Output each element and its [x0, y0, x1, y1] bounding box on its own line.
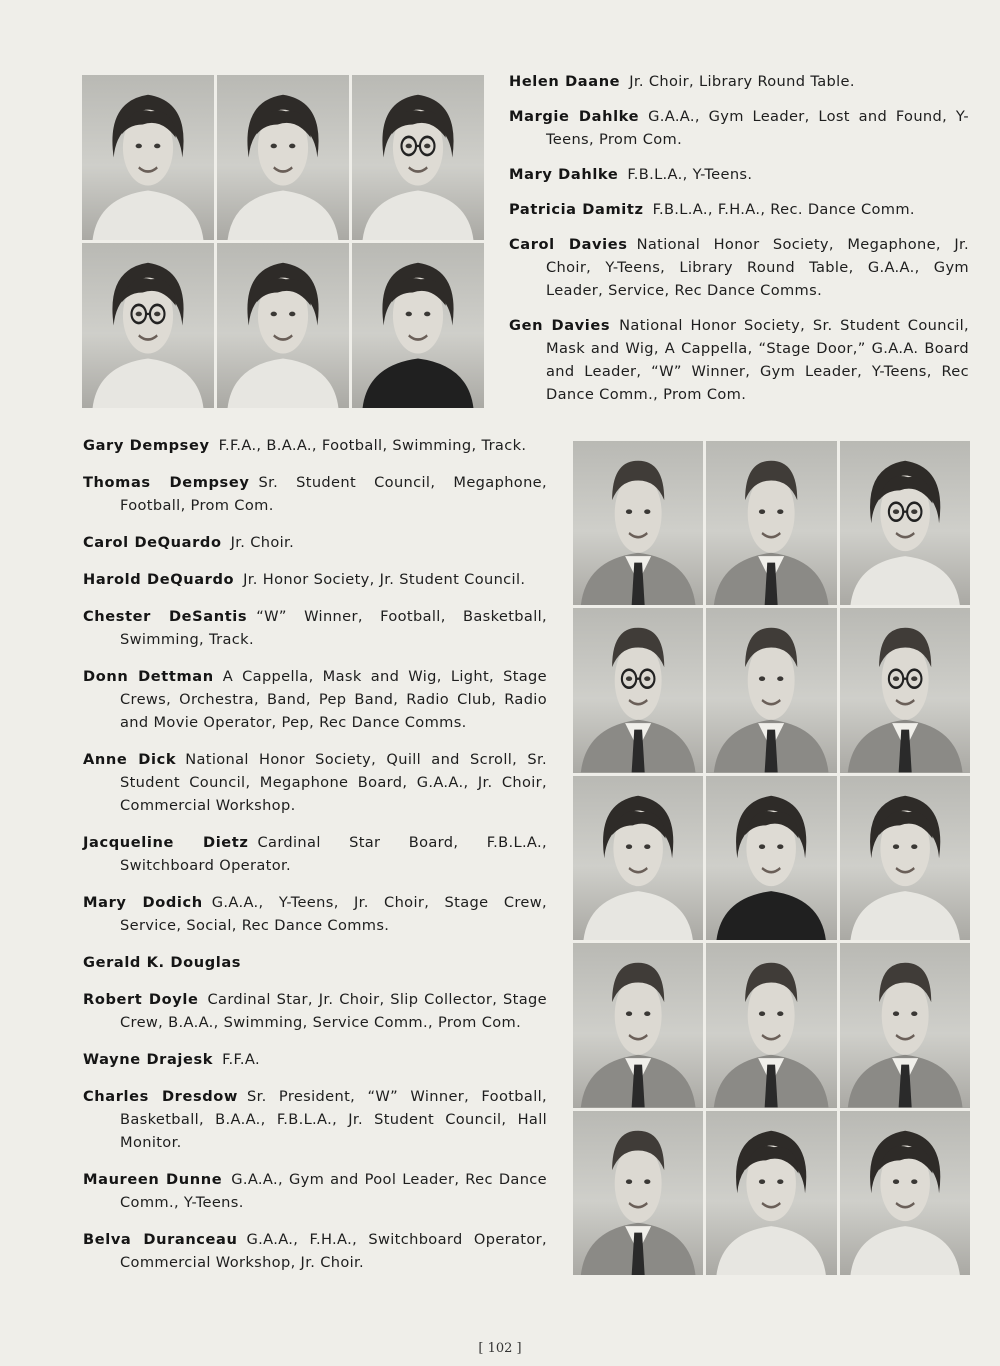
student-entry — [509, 198, 969, 221]
right-portrait-photo — [706, 1111, 836, 1275]
right-portrait-photo — [840, 441, 970, 605]
student-activities: National Honor Society, Quill and Scroll, Sr. Student Council, Megaphone Board, G.A.A., Jr. Choir, Commercial Workshop. — [120, 751, 547, 814]
student-name: Gerald K. Douglas — [83, 954, 242, 971]
student-activities: National Honor Society, Sr. Student Council, Mask and Wig, A Cappella, “Stage Door,” G.A.A. Board and Leader, “W” Winner, Gym Leader, Y-Teens, Rec Dance Comm., Prom Com. — [546, 317, 969, 403]
page-number: [ 102 ] — [478, 1341, 522, 1356]
student-activities: F.F.A. — [222, 1051, 260, 1068]
student-activities: G.A.A., Gym and Pool Leader, Rec Dance Comm., Y-Teens. — [120, 1171, 548, 1211]
student-name: Thomas Dempsey — [83, 474, 250, 491]
right-portrait-photo — [706, 608, 836, 772]
right-portrait-photo — [706, 776, 836, 940]
student-name: Carol DeQuardo — [83, 534, 222, 551]
right-portrait-photo — [840, 776, 970, 940]
main-entries — [83, 434, 547, 1288]
student-name: Mary Dahlke — [509, 166, 619, 183]
right-portrait-photo — [706, 943, 836, 1107]
student-activities: “W” Winner, Football, Basketball, Swimming, Track. — [120, 608, 547, 648]
student-entry — [509, 314, 969, 406]
student-activities: F.B.L.A., F.H.A., Rec. Dance Comm. — [652, 201, 915, 218]
student-name: Charles Dresdow — [83, 1088, 238, 1105]
student-name: Harold DeQuardo — [83, 571, 235, 588]
student-activities: F.F.A., B.A.A., Football, Swimming, Track. — [218, 437, 527, 454]
student-entry — [509, 70, 969, 93]
top-portrait-photo — [82, 243, 214, 408]
student-entry — [509, 163, 969, 186]
student-activities: Sr. President, “W” Winner, Football, Basketball, B.A.A., F.B.L.A., Jr. Student Council, Hall Monitor. — [120, 1088, 547, 1151]
student-entry — [83, 1048, 547, 1071]
student-activities: Jr. Honor Society, Jr. Student Council. — [243, 571, 526, 588]
student-activities: A Cappella, Mask and Wig, Light, Stage Crews, Orchestra, Band, Pep Band, Radio Club, Radio and Movie Operator, Pep, Rec Dance Comms. — [120, 668, 547, 731]
top-portrait-photo — [352, 243, 484, 408]
student-activities: Jr. Choir, Library Round Table. — [629, 73, 855, 90]
student-activities: F.B.L.A., Y-Teens. — [627, 166, 753, 183]
right-portrait-photo — [573, 776, 703, 940]
student-entry — [83, 471, 547, 517]
student-entry — [509, 105, 969, 151]
student-entry — [83, 665, 547, 734]
student-activities: Sr. Student Council, Megaphone, Football, Prom Com. — [120, 474, 547, 514]
student-name: Chester DeSantis — [83, 608, 248, 625]
student-entry — [83, 434, 547, 457]
student-name: Carol Davies — [509, 236, 628, 253]
student-activities: G.A.A., Y-Teens, Jr. Choir, Stage Crew, Service, Social, Rec Dance Comms. — [120, 894, 547, 934]
top-portrait-photo — [352, 75, 484, 240]
student-activities: G.A.A., Gym Leader, Lost and Found, Y-Teens, Prom Com. — [546, 108, 969, 148]
student-name: Wayne Drajesk — [83, 1051, 214, 1068]
right-portrait-photo — [573, 1111, 703, 1275]
student-name: Patricia Damitz — [509, 201, 644, 218]
student-name: Belva Duranceau — [83, 1231, 238, 1248]
top-portrait-grid — [82, 75, 484, 408]
student-activities: National Honor Society, Megaphone, Jr. Choir, Y-Teens, Library Round Table, G.A.A., Gym Leader, Service, Rec Dance Comms. — [546, 236, 969, 299]
student-name: Jacqueline Dietz — [83, 834, 249, 851]
right-portrait-photo — [840, 608, 970, 772]
top-portrait-photo — [217, 243, 349, 408]
student-entry — [83, 605, 547, 651]
student-name: Maureen Dunne — [83, 1171, 223, 1188]
right-portrait-photo — [573, 608, 703, 772]
right-portrait-photo — [840, 943, 970, 1107]
student-name: Robert Doyle — [83, 991, 199, 1008]
student-name: Helen Daane — [509, 73, 621, 90]
top-portrait-photo — [82, 75, 214, 240]
right-portrait-grid — [573, 441, 970, 1275]
right-portrait-photo — [840, 1111, 970, 1275]
student-name: Margie Dahlke — [509, 108, 640, 125]
student-entry — [509, 233, 969, 302]
right-portrait-photo — [706, 441, 836, 605]
student-entry — [83, 831, 547, 877]
student-activities: G.A.A., F.H.A., Switchboard Operator, Commercial Workshop, Jr. Choir. — [120, 1231, 547, 1271]
student-name: Gen Davies — [509, 317, 611, 334]
student-entry — [83, 748, 547, 817]
student-name: Anne Dick — [83, 751, 177, 768]
student-entry — [83, 1085, 547, 1154]
student-name: Gary Dempsey — [83, 437, 210, 454]
student-entry — [83, 951, 547, 974]
top-portrait-photo — [217, 75, 349, 240]
student-entry — [83, 1228, 547, 1274]
student-entry — [83, 1168, 547, 1214]
student-entry — [83, 988, 547, 1034]
student-entry — [83, 568, 547, 591]
student-name: Mary Dodich — [83, 894, 203, 911]
top-entries — [509, 70, 969, 418]
student-entry — [83, 531, 547, 554]
student-activities: Jr. Choir. — [230, 534, 295, 551]
student-entry — [83, 891, 547, 937]
right-portrait-photo — [573, 943, 703, 1107]
student-name: Donn Dettman — [83, 668, 214, 685]
student-activities: Cardinal Star, Jr. Choir, Slip Collector, Stage Crew, B.A.A., Swimming, Service Comm., Prom Com. — [120, 991, 547, 1031]
right-portrait-photo — [573, 441, 703, 605]
student-activities: Cardinal Star Board, F.B.L.A., Switchboard Operator. — [120, 834, 547, 874]
